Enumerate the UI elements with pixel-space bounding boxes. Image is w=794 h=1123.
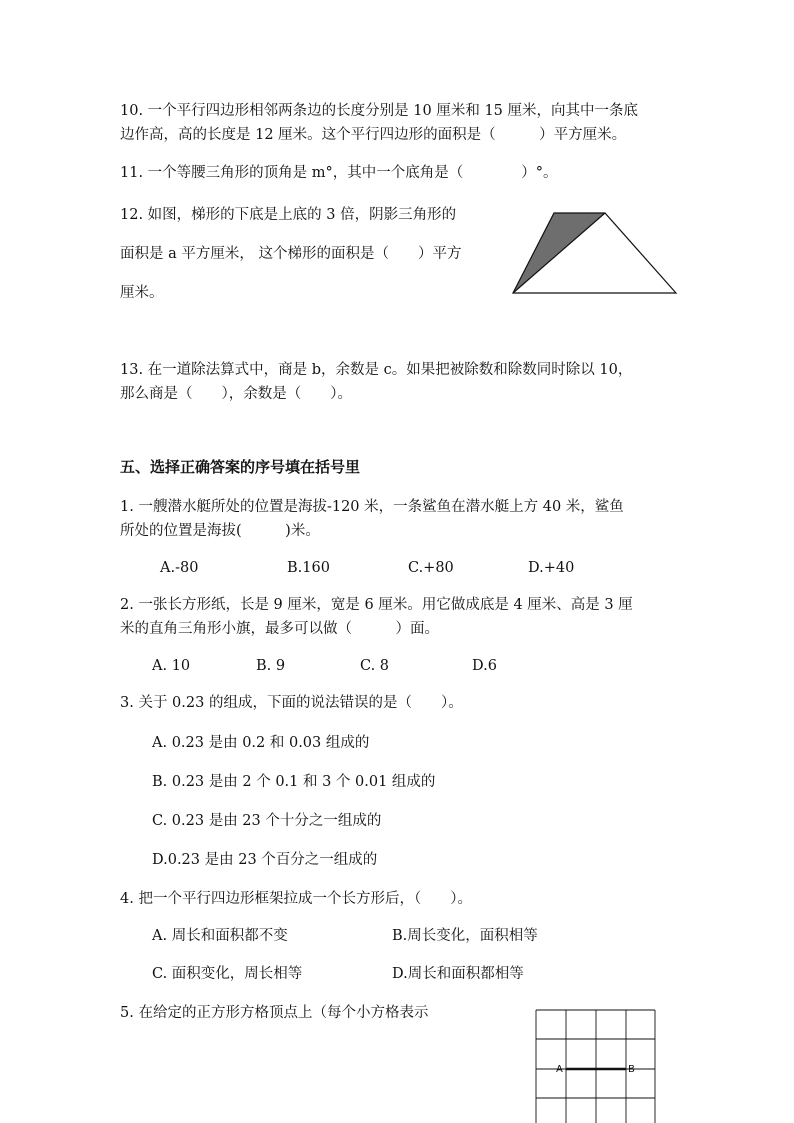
q10-line-1: 10. 一个平行四边形相邻两条边的长度分别是 10 厘米和 15 厘米，向其中一条底 <box>120 103 639 119</box>
q10-line-2: 边作高，高的长度是 12 厘米。这个平行四边形的面积是（ ）平方厘米。 <box>120 127 627 143</box>
c2-option-b: B. 9 <box>256 658 286 674</box>
c4-option-c: C. 面积变化，周长相等 <box>152 966 303 982</box>
c4-option-d: D.周长和面积都相等 <box>392 966 524 982</box>
c5-line-1: 5. 在给定的正方形方格顶点上（每个小方格表示 <box>120 1005 429 1021</box>
c1-option-d: D.+40 <box>528 560 575 576</box>
q12-line-1: 12. 如图，梯形的下底是上底的 3 倍，阴影三角形的 <box>120 207 457 223</box>
c3-option-c: C. 0.23 是由 23 个十分之一组成的 <box>152 813 382 829</box>
c2-option-c: C. 8 <box>360 658 390 674</box>
point-b-label: B <box>628 1064 635 1075</box>
c4-line-1: 4. 把一个平行四边形框架拉成一个长方形后，（ ）。 <box>120 891 472 907</box>
c3-option-a: A. 0.23 是由 0.2 和 0.03 组成的 <box>152 735 370 751</box>
q13-line-2: 那么商是（ ），余数是（ ）。 <box>120 386 352 402</box>
c3-line-1: 3. 关于 0.23 的组成，下面的说法错误的是（ ）。 <box>120 695 463 711</box>
section-5-heading: 五、选择正确答案的序号填在括号里 <box>120 458 361 476</box>
c2-line-2: 米的直角三角形小旗，最多可以做（ ）面。 <box>120 621 439 637</box>
c2-line-1: 2. 一张长方形纸，长是 9 厘米，宽是 6 厘米。用它做成底是 4 厘米、高是 3 厘 <box>120 597 633 613</box>
c3-option-d: D.0.23 是由 23 个百分之一组成的 <box>152 852 378 868</box>
c1-option-a: A.-80 <box>160 560 199 576</box>
q12-line-3: 厘米。 <box>120 285 164 301</box>
c3-option-b: B. 0.23 是由 2 个 0.1 和 3 个 0.01 组成的 <box>152 774 436 790</box>
square-grid-figure <box>530 1005 660 1123</box>
c4-option-a: A. 周长和面积都不变 <box>152 928 288 944</box>
trapezoid-figure <box>505 205 685 305</box>
q12-line-2: 面积是 a 平方厘米， 这个梯形的面积是（ ）平方 <box>120 246 462 262</box>
c1-option-c: C.+80 <box>408 560 454 576</box>
q11-line-1: 11. 一个等腰三角形的顶角是 m°，其中一个底角是（ ）°。 <box>120 165 558 181</box>
c1-line-1: 1. 一艘潜水艇所处的位置是海拔-120 米，一条鲨鱼在潜水艇上方 40 米，鲨鱼 <box>120 499 624 515</box>
q13-line-1: 13. 在一道除法算式中，商是 b，余数是 c。如果把被除数和除数同时除以 10， <box>120 362 633 378</box>
c2-option-d: D.6 <box>472 658 497 674</box>
c2-option-a: A. 10 <box>152 658 191 674</box>
c4-option-b: B.周长变化，面积相等 <box>392 928 538 944</box>
point-a-label: A <box>556 1064 563 1075</box>
c1-line-2: 所处的位置是海拔( )米。 <box>120 523 320 539</box>
c1-option-b: B.160 <box>287 560 330 576</box>
